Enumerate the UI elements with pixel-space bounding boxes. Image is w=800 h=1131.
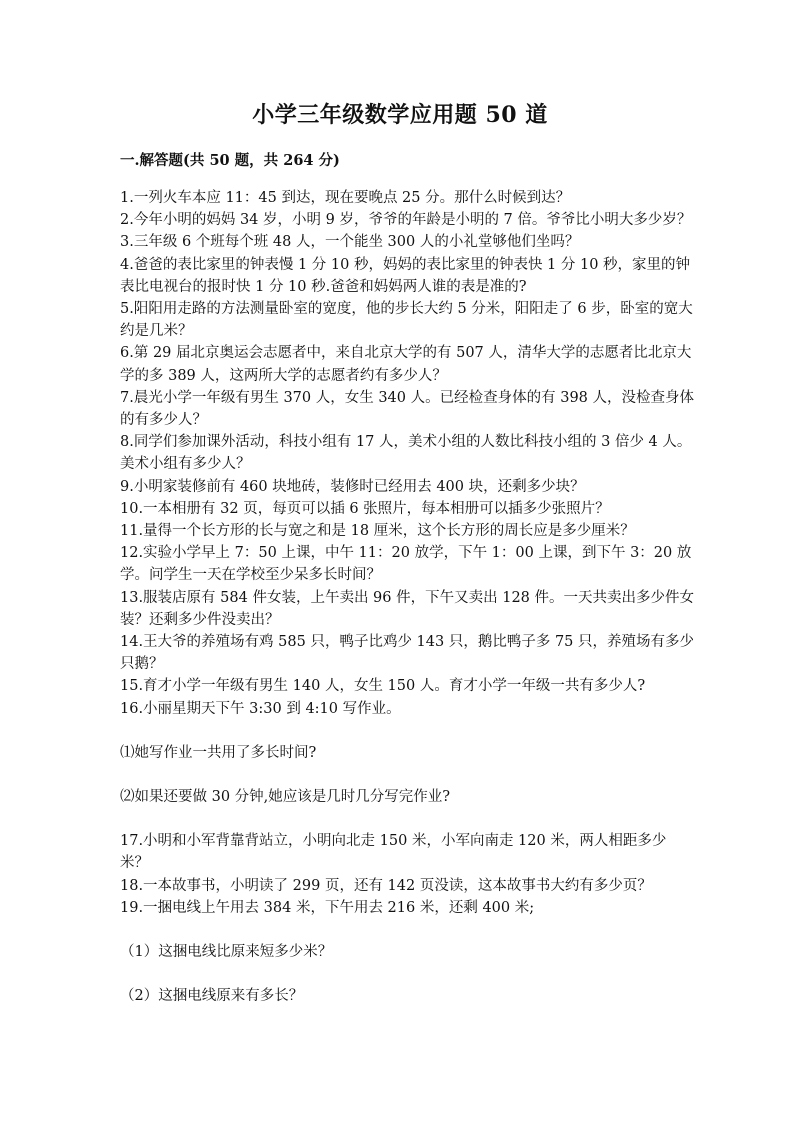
question-10: 10.一本相册有 32 页，每页可以插 6 张照片，每本相册可以插多少张照片？: [120, 500, 610, 517]
question-4: 4.爸爸的表比家里的钟表慢 1 分 10 秒，妈妈的表比家里的钟表快 1 分 10 秒，家里的钟表比电视台的报时快 1 分 10 秒.爸爸和妈妈两人谁的表是准的?: [120, 256, 691, 295]
question-18: 18.一本故事书，小明读了 299 页，还有 142 页没读，这本故事书大约有多少页？: [120, 877, 652, 894]
question-6: 6.第 29 届北京奥运会志愿者中，来自北京大学的有 507 人，清华大学的志愿者比北京大学的多 389 人，这两所大学的志愿者约有多少人？: [120, 345, 692, 384]
question-16: 16.小丽星期天下午 3:30 到 4:10 写作业。: [120, 700, 401, 717]
question-3: 3.三年级 6 个班每个班 48 人，一个能坐 300 人的小礼堂够他们坐吗？: [120, 234, 580, 251]
question-9: 9.小明家装修前有 460 块地砖，装修时已经用去 400 块，还剩多少块？: [120, 478, 585, 495]
question-15: 15.育才小学一年级有男生 140 人，女生 150 人。育才小学一年级一共有多少人?: [120, 678, 646, 695]
question-2: 2.今年小明的妈妈 34 岁，小明 9 岁，爷爷的年龄是小明的 7 倍。爷爷比小明大多少岁？: [120, 212, 692, 229]
question-16-part-2: ⑵如果还要做 30 分钟,她应该是几时几分写完作业?: [120, 789, 451, 806]
question-8: 8.同学们参加课外活动，科技小组有 17 人，美术小组的人数比科技小组的 3 倍少 4 人。美术小组有多少人？: [120, 434, 692, 473]
question-7: 7.晨光小学一年级有男生 370 人，女生 340 人。已经检查身体的有 398 人，没检查身体的有多少人？: [120, 389, 695, 429]
section-heading: 一.解答题(共 50 题，共 264 分): [120, 152, 340, 169]
page-title: 小学三年级数学应用题 50 道: [252, 102, 548, 128]
question-1: 1.一列火车本应 11：45 到达，现在要晚点 25 分。那什么时候到达？: [120, 190, 571, 206]
question-5: 5.阳阳用走路的方法测量卧室的宽度，他的步长大约 5 分米，阳阳走了 6 步，卧室的宽大约是几米？: [120, 301, 693, 340]
question-19: 19.一捆电线上午用去 384 米，下午用去 216 米，还剩 400 米;: [120, 899, 535, 916]
questions-list: [120, 187, 695, 1008]
question-13: 13.服装店原有 584 件女装，上午卖出 96 件，下午又卖出 128 件。一天共卖出多少件女装？还剩多少件没卖出？: [120, 589, 695, 628]
question-14: 14.王大爷的养殖场有鸡 585 只，鸭子比鸡少 143 只，鹅比鸭子多 75 只，养殖场有多少只鹅？: [120, 634, 695, 673]
spacer: [120, 764, 695, 786]
spacer: [120, 808, 695, 830]
question-16-part-1: ⑴她写作业一共用了多长时间?: [120, 744, 317, 761]
spacer: [120, 720, 695, 742]
question-12: 12.实验小学早上 7：50 上课，中午 11：20 放学，下午 1：00 上课，到下午 3：20 放学。问学生一天在学校至少呆多长时间？: [120, 545, 692, 584]
spacer: [120, 919, 695, 941]
question-11: 11.量得一个长方形的长与宽之和是 18 厘米，这个长方形的周长应是多少厘米？: [120, 523, 635, 540]
question-19-part-1: （1）这捆电线比原来短多少米？: [120, 944, 333, 961]
question-17: 17.小明和小军背靠背站立，小明向北走 150 米，小军向南走 120 米，两人相距多少米？: [120, 833, 667, 872]
spacer: [120, 963, 695, 985]
question-19-part-2: （2）这捆电线原来有多长？: [120, 988, 304, 1005]
